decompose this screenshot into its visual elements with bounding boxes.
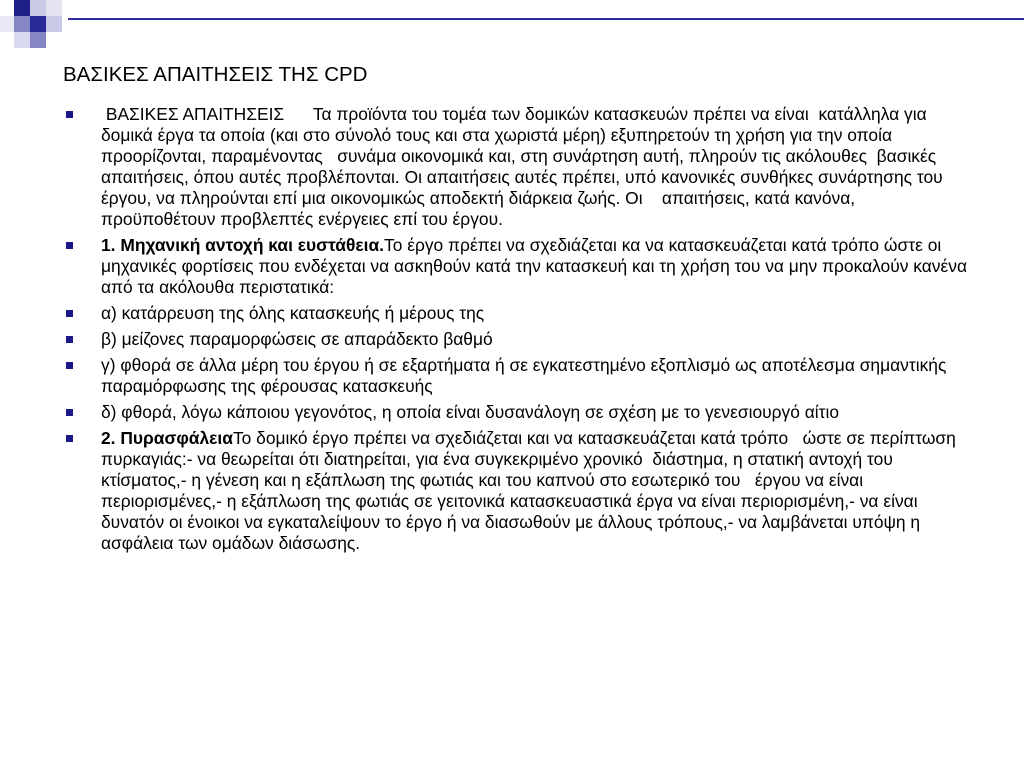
bullet-text: δ) φθορά, λόγω κάποιου γεγονότος, η οποία είναι δυσανάλογη σε σχέση με το γενεσιουργό αίτιο — [101, 402, 840, 422]
bullet-lead: 1. Μηχανική αντοχή και ευστάθεια. — [101, 235, 384, 255]
bullet-text: Το δομικό έργο πρέπει να σχεδιάζεται και να κατασκευάζεται κατά τρόπο ώστε σε περίπτωση πυρκαγιάς:- να θεωρείται ότι διατηρείται, για ένα συγκεκριμένο χρονικό διάστημα, η στατική αντοχή του κτίσματος,- η γένεση και η εξάπλωση της φωτιάς και του καπνού στο εσωτερικό του έργου να είναι περιορισμένες,- η εξάπλωση της φωτιάς σε γειτονικά κατασκευαστικά έργα να είναι περιορισμένη,- να είναι δυνατόν οι ένοικοι να εγκαταλείψουν το έργο ή να διασωθούν με άλλους τρόπους,- να λαμβάνεται υπόψη η ασφάλεια των ομάδων διάσωσης. — [101, 428, 961, 553]
bullet-text: Το έργο πρέπει να σχεδιάζεται κα να κατασκευάζεται κατά τρόπο ώστε οι μηχανικές φορτίσεις που ενδέχεται να ασκηθούν κατά την κατασκευή και τη χρήση του να μην προκαλούν κανένα από τα ακόλουθα περιστατικά: — [101, 235, 972, 297]
bullet-item-fire-safety — [63, 428, 968, 554]
bullet-item-mechanical-resistance — [63, 235, 972, 298]
bullet-lead: 2. Πυρασφάλεια — [101, 428, 233, 448]
bullet-text: α) κατάρρευση της όλης κατασκευής ή μέρους της — [101, 303, 485, 323]
square-bullet-icon — [66, 362, 73, 369]
bullet-item-a — [63, 303, 968, 324]
corner-decoration — [0, 0, 80, 60]
top-divider-line — [68, 18, 1024, 20]
bullet-item-b — [63, 329, 968, 350]
bullet-text: ΒΑΣΙΚΕΣ ΑΠΑΙΤΗΣΕΙΣ Τα προϊόντα του τομέα των δομικών κατασκευών πρέπει να είναι κατάλληλα για δομικά έργα τα οποία (και στο σύνολό τους και στα χωριστά μέρη) εξυπηρετούν τη χρήση για την οποία προορίζονται, παραμένοντας συνάμα οικονομικά και, στη συνάρτηση αυτή, πληρούν τις ακόλουθες βασικές απαιτήσεις, όπου αυτές προβλέπονται. Οι απαιτήσεις αυτές πρέπει, υπό κανονικές συνθήκες συνάρτησης του έργου, να πληρούνται επί μια οικονομικώς αποδεκτή διάρκεια ζωής. Οι απαιτήσεις, κατά κανόνα, προϋποθέτουν προβλεπτές ενέργειες επί του έργου. — [101, 104, 948, 229]
slide-title: ΒΑΣΙΚΕΣ ΑΠΑΙΤΗΣΕΙΣ ΤΗΣ CPD — [63, 63, 368, 86]
square-bullet-icon — [66, 435, 73, 442]
bullet-text: γ) φθορά σε άλλα μέρη του έργου ή σε εξαρτήματα ή σε εγκατεστημένο εξοπλισμό ως αποτέλεσμα σημαντικής παραμόρφωσης της φέρουσας κατασκευής — [101, 355, 947, 396]
square-bullet-icon — [66, 336, 73, 343]
square-bullet-icon — [66, 111, 73, 118]
bullet-item-d — [63, 402, 968, 423]
square-bullet-icon — [66, 409, 73, 416]
bullet-item-basic-requirements — [63, 104, 968, 230]
bullet-item-c — [63, 355, 968, 397]
bullet-list — [63, 104, 972, 559]
bullet-text: β) μείζονες παραμορφώσεις σε απαράδεκτο βαθμό — [101, 329, 493, 349]
square-bullet-icon — [66, 310, 73, 317]
square-bullet-icon — [66, 242, 73, 249]
